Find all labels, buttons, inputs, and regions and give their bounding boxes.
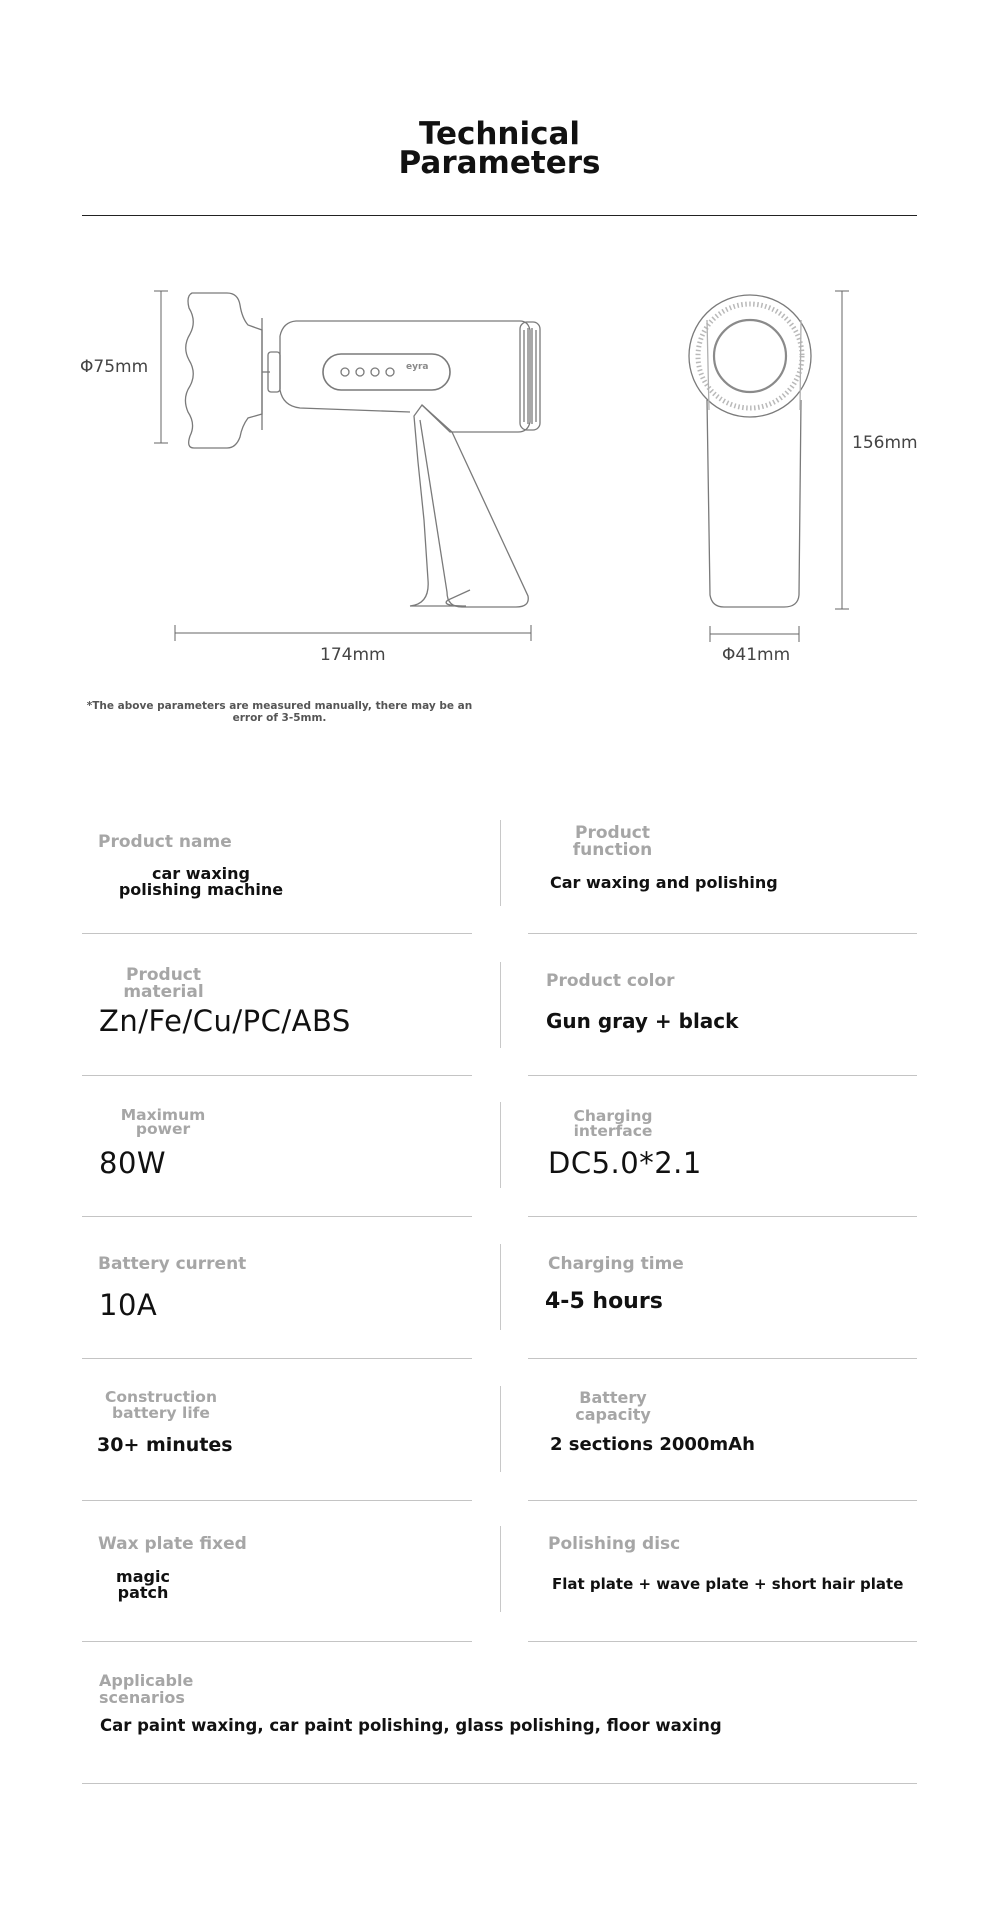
spec-product-color-value: Gun gray + black [546,1009,739,1033]
row-divider [528,1500,917,1501]
spec-product-function-value: Car waxing and polishing [550,873,778,892]
length-label: 174mm [320,645,386,665]
row-divider [528,1358,917,1359]
product-dimension-drawing [0,0,999,700]
head-diameter-label: Φ75mm [80,357,149,377]
spec-applicable-scenarios-label: Applicable scenarios [99,1671,194,1707]
spec-battery-current-label: Battery current [98,1254,247,1274]
row-divider [528,1075,917,1076]
spec-maximum-power-label: Maximum power [120,1106,206,1138]
spec-battery-capacity-label: Battery capacity [575,1388,651,1424]
row-divider [82,1216,472,1217]
spec-charging-interface-label: Charging interface [573,1107,653,1140]
spec-charging-time-value: 4-5 hours [545,1289,663,1314]
gun-body-outline [280,321,530,606]
column-divider [500,1244,501,1330]
row-divider [82,933,472,934]
spec-value: car waxing polishing machine [118,864,284,899]
title-line-2: Parameters [398,145,601,181]
spec-battery-capacity-value: 2 sections 2000mAh [550,1434,755,1455]
height-label: 156mm [852,433,918,453]
column-divider [500,962,501,1048]
spec-polishing-disc-value: Flat plate + wave plate + short hair plate [552,1575,904,1593]
row-divider [82,1641,472,1642]
table-bottom-divider [82,1783,917,1784]
spec-battery-current-value: 10A [99,1288,158,1322]
title-line-1: Technical [418,116,581,152]
column-divider [500,1386,501,1472]
spec-product-function-label: Product function [572,823,653,860]
spec-charging-interface-value: DC5.0*2.1 [548,1146,702,1180]
column-divider [500,820,501,906]
spec-label: Product name [98,832,232,852]
spec-polishing-disc-label: Polishing disc [548,1534,681,1554]
column-divider [500,1526,501,1612]
spec-wax-plate-fixed-label: Wax plate fixed [98,1534,247,1554]
row-divider [528,1216,917,1217]
spec-wax-plate-fixed-value: magic patch [116,1567,170,1602]
spec-product-material-label: Product material [123,965,204,1002]
row-divider [82,1500,472,1501]
spec-charging-time-label: Charging time [548,1254,684,1274]
polishing-pad-outline [185,293,262,448]
spec-construction-battery-life-value: 30+ minutes [97,1434,233,1456]
column-divider [500,1102,501,1188]
spec-product-name [98,834,232,851]
row-divider [528,1641,917,1642]
front-view-body-outline [707,400,801,607]
spec-applicable-scenarios-value: Car paint waxing, car paint polishing, glass polishing, floor waxing [100,1716,722,1735]
spec-construction-battery-life-label: Construction battery life [105,1388,217,1422]
measurement-footnote: *The above parameters are measured manually, there may be an error of 3-5mm. [86,700,473,724]
spec-product-color-label: Product color [546,971,675,991]
row-divider [82,1358,472,1359]
brand-mark: eyra [406,362,429,372]
spec-product-material-value: Zn/Fe/Cu/PC/ABS [99,1004,351,1038]
row-divider [82,1075,472,1076]
spec-maximum-power-value: 80W [99,1146,167,1180]
row-divider [528,933,917,934]
body-diameter-label: Φ41mm [722,645,791,665]
